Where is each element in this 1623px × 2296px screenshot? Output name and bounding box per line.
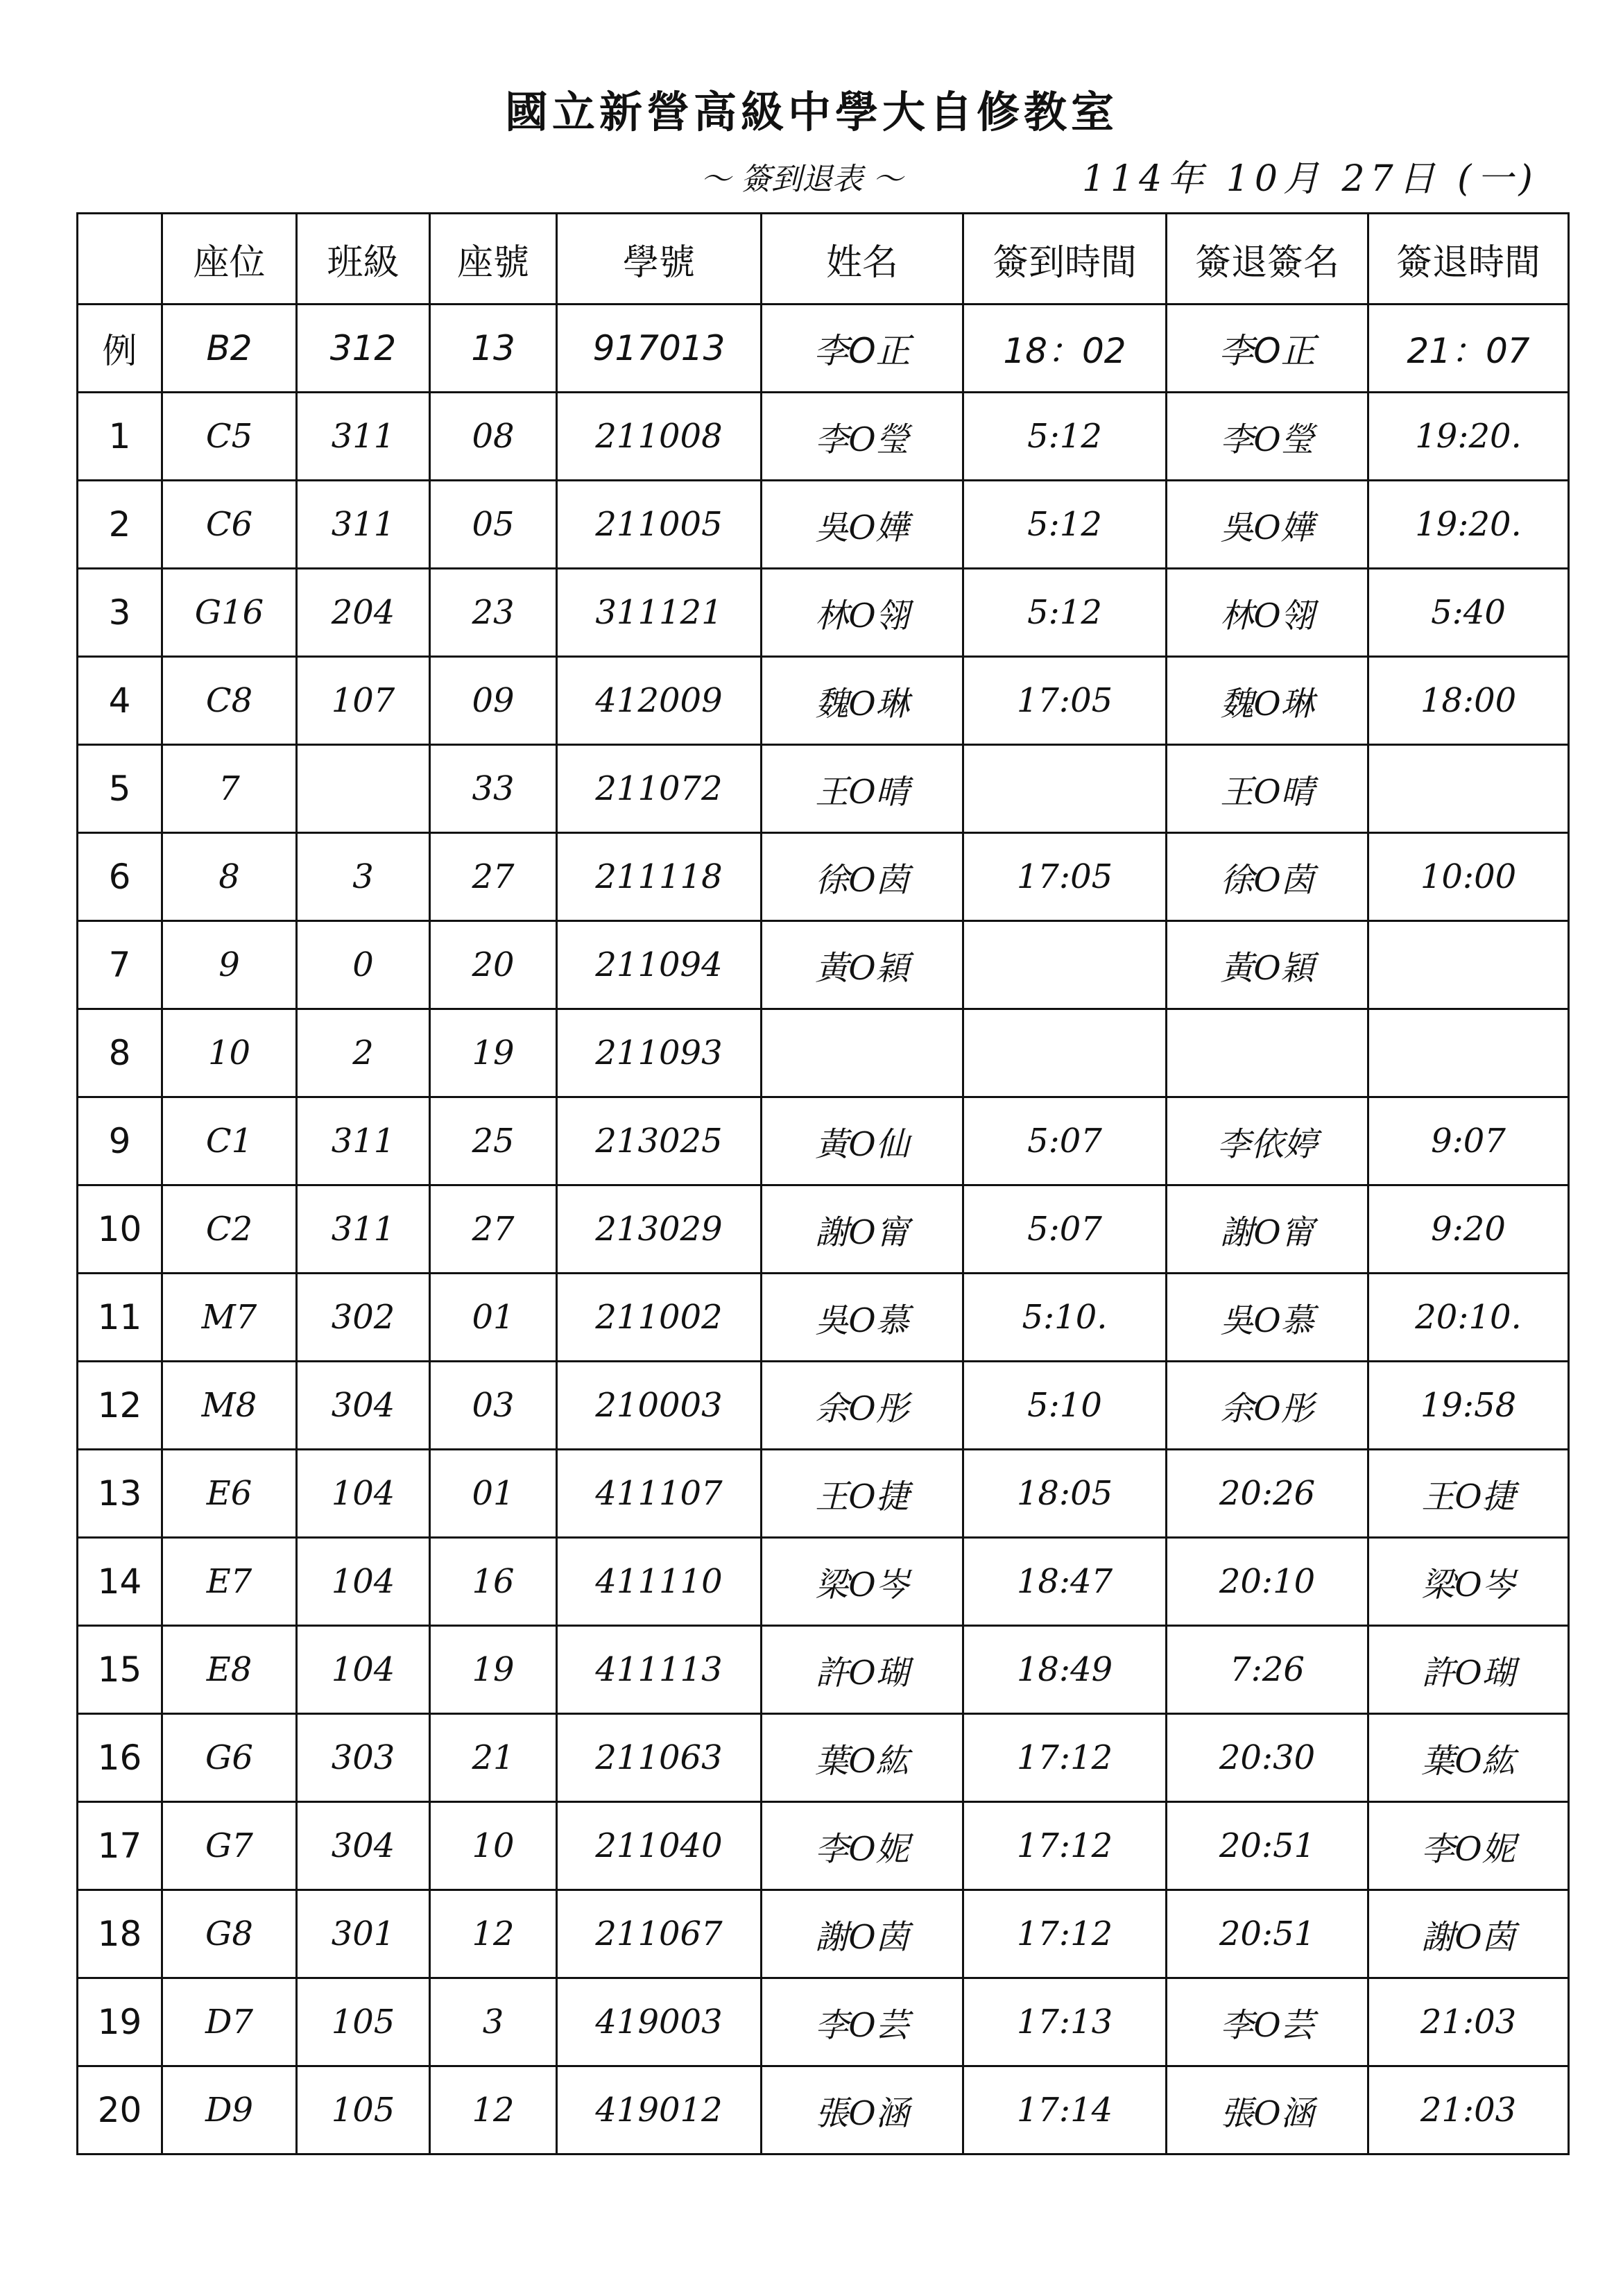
cell-student-id: 311121 [557, 569, 762, 657]
cell-row-number: 2 [78, 481, 162, 569]
table-row [78, 2066, 1569, 2154]
header-sign-out-time: 簽退時間 [1368, 214, 1569, 305]
cell-seat: 8 [162, 833, 297, 921]
table-row [78, 569, 1569, 657]
cell-seat-number: 09 [430, 657, 557, 745]
example-row [78, 305, 1569, 393]
example-seat: B2 [162, 305, 297, 393]
cell-seat-number: 27 [430, 1185, 557, 1274]
cell-sign-in-time: 18:49 [963, 1626, 1167, 1714]
cell-seat-number: 27 [430, 833, 557, 921]
cell-sign-out-time [1368, 745, 1569, 833]
cell-sign-out-signature: 謝O甯 [1167, 1185, 1368, 1274]
cell-seat-number: 3 [430, 1978, 557, 2066]
cell-student-id: 412009 [557, 657, 762, 745]
cell-sign-out-signature: 李依婷 [1167, 1097, 1368, 1185]
cell-row-number: 12 [78, 1362, 162, 1450]
cell-class: 304 [297, 1802, 430, 1890]
cell-seat: G7 [162, 1802, 297, 1890]
cell-row-number: 15 [78, 1626, 162, 1714]
cell-class: 311 [297, 1097, 430, 1185]
cell-sign-in-time: 17:12 [963, 1714, 1167, 1802]
cell-sign-out-time: 5:40 [1368, 569, 1569, 657]
cell-sign-out-signature: 20:10 [1167, 1538, 1368, 1626]
table-row [78, 1714, 1569, 1802]
cell-sign-out-signature [1167, 1009, 1368, 1097]
cell-name: 王O捷 [762, 1450, 963, 1538]
example-sign-out-time: 21：07 [1368, 305, 1569, 393]
cell-sign-in-time: 5:12 [963, 569, 1167, 657]
cell-class: 104 [297, 1450, 430, 1538]
cell-seat: 9 [162, 921, 297, 1009]
cell-sign-out-signature: 吳O嬅 [1167, 481, 1368, 569]
cell-seat: 7 [162, 745, 297, 833]
cell-row-number: 9 [78, 1097, 162, 1185]
cell-row-number: 4 [78, 657, 162, 745]
cell-sign-in-time: 17:12 [963, 1890, 1167, 1978]
cell-seat: M8 [162, 1362, 297, 1450]
cell-seat: D9 [162, 2066, 297, 2154]
cell-student-id: 211063 [557, 1714, 762, 1802]
cell-sign-in-time [963, 745, 1167, 833]
cell-student-id: 411110 [557, 1538, 762, 1626]
example-student-id: 917013 [557, 305, 762, 393]
cell-student-id: 211008 [557, 393, 762, 481]
cell-sign-out-time: 李O妮 [1368, 1802, 1569, 1890]
cell-sign-out-signature: 林O翎 [1167, 569, 1368, 657]
cell-student-id: 411107 [557, 1450, 762, 1538]
cell-sign-in-time: 5:10 [963, 1362, 1167, 1450]
cell-seat-number: 33 [430, 745, 557, 833]
cell-class: 3 [297, 833, 430, 921]
cell-class: 204 [297, 569, 430, 657]
cell-sign-out-time [1368, 921, 1569, 1009]
cell-student-id: 211072 [557, 745, 762, 833]
cell-class: 104 [297, 1538, 430, 1626]
cell-name: 梁O岑 [762, 1538, 963, 1626]
cell-row-number: 1 [78, 393, 162, 481]
cell-name: 黃O穎 [762, 921, 963, 1009]
cell-sign-out-time: 19:58 [1368, 1362, 1569, 1450]
cell-sign-out-signature: 李O芸 [1167, 1978, 1368, 2066]
header-row-number [78, 214, 162, 305]
cell-student-id: 211002 [557, 1274, 762, 1362]
cell-seat: C1 [162, 1097, 297, 1185]
cell-sign-out-time: 謝O茵 [1368, 1890, 1569, 1978]
header-name: 姓名 [762, 214, 963, 305]
cell-seat-number: 05 [430, 481, 557, 569]
cell-class: 311 [297, 393, 430, 481]
cell-class: 302 [297, 1274, 430, 1362]
table-row [78, 1274, 1569, 1362]
cell-sign-out-time: 10:00 [1368, 833, 1569, 921]
cell-name: 吳O嬅 [762, 481, 963, 569]
table-row [78, 1890, 1569, 1978]
cell-sign-out-time: 19:20. [1368, 481, 1569, 569]
table-row [78, 1185, 1569, 1274]
cell-sign-in-time: 5:12 [963, 481, 1167, 569]
cell-seat-number: 23 [430, 569, 557, 657]
table-row [78, 745, 1569, 833]
cell-student-id: 411113 [557, 1626, 762, 1714]
cell-sign-out-time: 18:00 [1368, 657, 1569, 745]
cell-sign-out-signature: 李O瑩 [1167, 393, 1368, 481]
cell-row-number: 6 [78, 833, 162, 921]
cell-sign-in-time [963, 1009, 1167, 1097]
cell-seat-number: 10 [430, 1802, 557, 1890]
cell-sign-in-time: 5:07 [963, 1185, 1167, 1274]
table-row [78, 921, 1569, 1009]
cell-sign-in-time [963, 921, 1167, 1009]
cell-seat: C2 [162, 1185, 297, 1274]
cell-seat: C5 [162, 393, 297, 481]
cell-class: 105 [297, 1978, 430, 2066]
cell-class: 304 [297, 1362, 430, 1450]
cell-name: 謝O甯 [762, 1185, 963, 1274]
cell-name: 魏O琳 [762, 657, 963, 745]
cell-sign-out-time: 21:03 [1368, 1978, 1569, 2066]
cell-name: 葉O紘 [762, 1714, 963, 1802]
cell-student-id: 211067 [557, 1890, 762, 1978]
example-sign-out-signature: 李O正 [1167, 305, 1368, 393]
cell-sign-out-time: 許O瑚 [1368, 1626, 1569, 1714]
table-row [78, 1626, 1569, 1714]
cell-sign-in-time: 17:14 [963, 2066, 1167, 2154]
cell-student-id: 211118 [557, 833, 762, 921]
sign-in-out-table [76, 212, 1570, 2155]
table-row [78, 393, 1569, 481]
header-seat-number: 座號 [430, 214, 557, 305]
cell-sign-out-time: 20:10. [1368, 1274, 1569, 1362]
cell-name [762, 1009, 963, 1097]
cell-name: 李O瑩 [762, 393, 963, 481]
cell-seat: E8 [162, 1626, 297, 1714]
cell-row-number: 5 [78, 745, 162, 833]
cell-seat-number: 01 [430, 1450, 557, 1538]
cell-student-id: 211093 [557, 1009, 762, 1097]
cell-sign-out-signature: 魏O琳 [1167, 657, 1368, 745]
cell-seat: C8 [162, 657, 297, 745]
table-row [78, 1538, 1569, 1626]
cell-sign-out-time: 梁O岑 [1368, 1538, 1569, 1626]
header-sign-out-signature: 簽退簽名 [1167, 214, 1368, 305]
cell-sign-in-time: 17:12 [963, 1802, 1167, 1890]
cell-sign-out-signature: 20:30 [1167, 1714, 1368, 1802]
cell-student-id: 419012 [557, 2066, 762, 2154]
cell-row-number: 19 [78, 1978, 162, 2066]
cell-seat-number: 01 [430, 1274, 557, 1362]
cell-name: 林O翎 [762, 569, 963, 657]
cell-sign-out-signature: 徐O茵 [1167, 833, 1368, 921]
cell-class: 107 [297, 657, 430, 745]
table-row [78, 1009, 1569, 1097]
cell-seat-number: 19 [430, 1009, 557, 1097]
cell-seat: G16 [162, 569, 297, 657]
table-row [78, 657, 1569, 745]
table-row [78, 833, 1569, 921]
cell-row-number: 14 [78, 1538, 162, 1626]
example-class: 312 [297, 305, 430, 393]
cell-name: 李O妮 [762, 1802, 963, 1890]
example-name: 李O正 [762, 305, 963, 393]
cell-sign-in-time: 5:07 [963, 1097, 1167, 1185]
cell-seat-number: 03 [430, 1362, 557, 1450]
cell-seat-number: 08 [430, 393, 557, 481]
cell-row-number: 8 [78, 1009, 162, 1097]
cell-seat-number: 12 [430, 1890, 557, 1978]
table-row [78, 1802, 1569, 1890]
cell-sign-out-signature: 7:26 [1167, 1626, 1368, 1714]
cell-row-number: 10 [78, 1185, 162, 1274]
cell-row-number: 7 [78, 921, 162, 1009]
cell-seat: E7 [162, 1538, 297, 1626]
example-row-number: 例 [78, 305, 162, 393]
example-seat-number: 13 [430, 305, 557, 393]
cell-row-number: 16 [78, 1714, 162, 1802]
cell-sign-out-time: 9:07 [1368, 1097, 1569, 1185]
cell-seat-number: 12 [430, 2066, 557, 2154]
cell-sign-in-time: 18:47 [963, 1538, 1167, 1626]
cell-name: 張O涵 [762, 2066, 963, 2154]
cell-class: 104 [297, 1626, 430, 1714]
table-row [78, 481, 1569, 569]
table-row [78, 1978, 1569, 2066]
cell-seat-number: 20 [430, 921, 557, 1009]
cell-sign-in-time: 5:12 [963, 393, 1167, 481]
cell-name: 王O晴 [762, 745, 963, 833]
cell-class [297, 745, 430, 833]
cell-row-number: 20 [78, 2066, 162, 2154]
cell-seat-number: 19 [430, 1626, 557, 1714]
cell-name: 黃O仙 [762, 1097, 963, 1185]
cell-class: 311 [297, 1185, 430, 1274]
cell-sign-in-time: 5:10. [963, 1274, 1167, 1362]
table-row [78, 1450, 1569, 1538]
cell-name: 余O彤 [762, 1362, 963, 1450]
cell-seat-number: 16 [430, 1538, 557, 1626]
cell-class: 303 [297, 1714, 430, 1802]
header-class: 班級 [297, 214, 430, 305]
cell-seat: E6 [162, 1450, 297, 1538]
header-student-id: 學號 [557, 214, 762, 305]
cell-seat: C6 [162, 481, 297, 569]
table-row [78, 1362, 1569, 1450]
cell-sign-out-signature: 20:51 [1167, 1890, 1368, 1978]
cell-sign-out-signature: 余O彤 [1167, 1362, 1368, 1450]
cell-sign-in-time: 17:05 [963, 833, 1167, 921]
cell-name: 徐O茵 [762, 833, 963, 921]
cell-sign-out-signature: 20:26 [1167, 1450, 1368, 1538]
cell-sign-in-time: 17:13 [963, 1978, 1167, 2066]
document-title: 國立新營高級中學大自修教室 [504, 87, 1118, 137]
cell-row-number: 11 [78, 1274, 162, 1362]
header-seat: 座位 [162, 214, 297, 305]
cell-class: 2 [297, 1009, 430, 1097]
cell-seat: D7 [162, 1978, 297, 2066]
cell-student-id: 210003 [557, 1362, 762, 1450]
table-row [78, 1097, 1569, 1185]
cell-seat: M7 [162, 1274, 297, 1362]
cell-sign-out-signature: 黃O穎 [1167, 921, 1368, 1009]
cell-class: 105 [297, 2066, 430, 2154]
cell-sign-out-time [1368, 1009, 1569, 1097]
cell-sign-out-signature: 20:51 [1167, 1802, 1368, 1890]
cell-sign-in-time: 18:05 [963, 1450, 1167, 1538]
cell-student-id: 213025 [557, 1097, 762, 1185]
header-row [78, 214, 1569, 305]
cell-sign-out-signature: 張O涵 [1167, 2066, 1368, 2154]
form-subtitle: ～ 簽到退表 ～ [701, 162, 903, 197]
cell-sign-out-time: 9:20 [1368, 1185, 1569, 1274]
cell-name: 許O瑚 [762, 1626, 963, 1714]
cell-student-id: 211040 [557, 1802, 762, 1890]
cell-class: 0 [297, 921, 430, 1009]
cell-class: 301 [297, 1890, 430, 1978]
cell-name: 謝O茵 [762, 1890, 963, 1978]
cell-seat-number: 25 [430, 1097, 557, 1185]
cell-sign-in-time: 17:05 [963, 657, 1167, 745]
form-date: 114年 10月 27日 (一) [1082, 158, 1538, 200]
cell-student-id: 211005 [557, 481, 762, 569]
cell-row-number: 3 [78, 569, 162, 657]
cell-student-id: 213029 [557, 1185, 762, 1274]
cell-class: 311 [297, 481, 430, 569]
cell-seat: G8 [162, 1890, 297, 1978]
cell-sign-out-time: 21:03 [1368, 2066, 1569, 2154]
cell-seat: 10 [162, 1009, 297, 1097]
cell-seat-number: 21 [430, 1714, 557, 1802]
cell-sign-out-time: 葉O紘 [1368, 1714, 1569, 1802]
header-sign-in-time: 簽到時間 [963, 214, 1167, 305]
cell-row-number: 13 [78, 1450, 162, 1538]
example-sign-in-time: 18：02 [963, 305, 1167, 393]
cell-row-number: 17 [78, 1802, 162, 1890]
cell-student-id: 211094 [557, 921, 762, 1009]
cell-name: 李O芸 [762, 1978, 963, 2066]
cell-name: 吳O慕 [762, 1274, 963, 1362]
cell-sign-out-time: 19:20. [1368, 393, 1569, 481]
cell-sign-out-signature: 王O晴 [1167, 745, 1368, 833]
cell-sign-out-time: 王O捷 [1368, 1450, 1569, 1538]
cell-sign-out-signature: 吳O慕 [1167, 1274, 1368, 1362]
cell-row-number: 18 [78, 1890, 162, 1978]
cell-student-id: 419003 [557, 1978, 762, 2066]
cell-seat: G6 [162, 1714, 297, 1802]
